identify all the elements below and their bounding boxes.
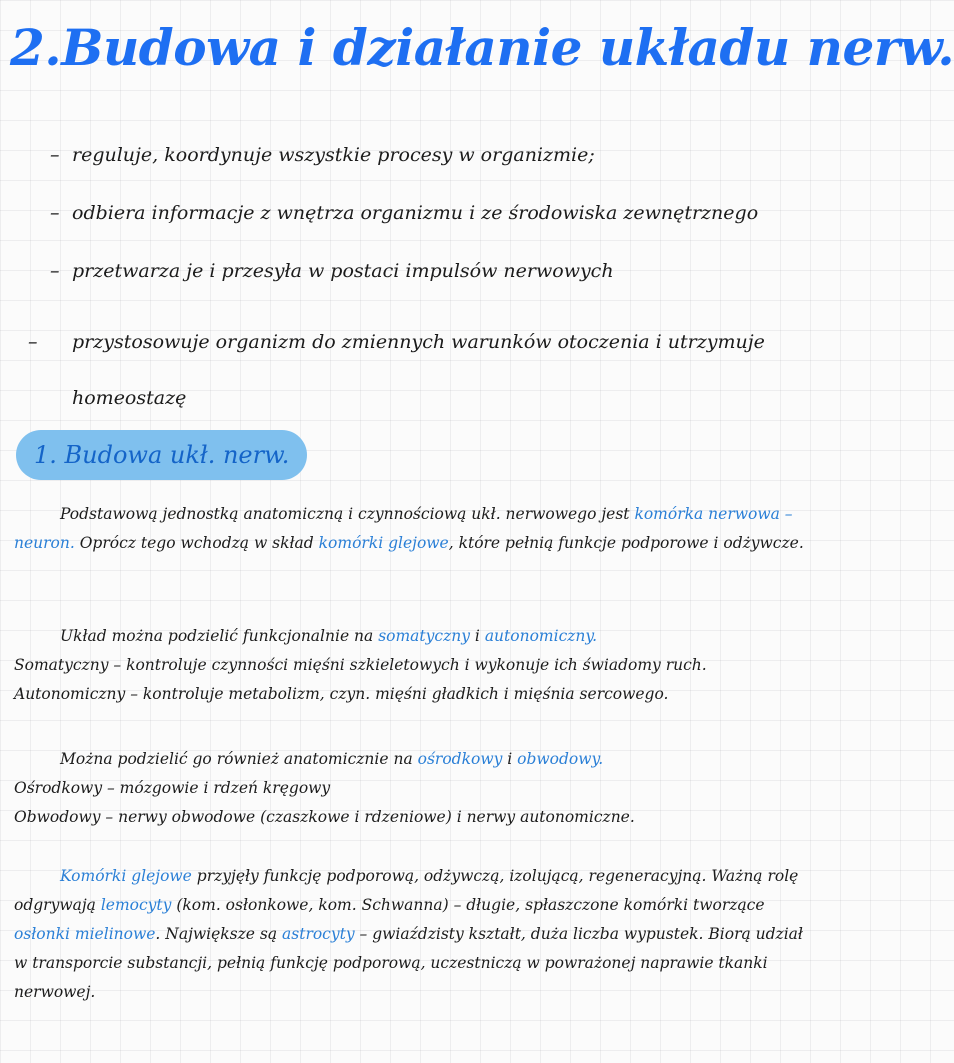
function-list (28, 140, 820, 426)
paragraph-anatomical-division: Można podzielić go również anatomicznie na ośrodkowy i obwodowy. Ośrodkowy – mózgowie i rdzeń kręgowy Obwodowy – nerwy obwodowe (czaszkowe i rdzeniowe) i nerwy autonomiczne. (14, 750, 635, 826)
list-item-text: reguluje, koordynuje wszystkie procesy w organizmie; (72, 144, 595, 166)
highlight-term: somatyczny (378, 627, 470, 645)
highlight-term: autonomiczny. (484, 627, 598, 645)
dash-icon: – (50, 202, 60, 224)
list-item (50, 198, 820, 256)
dash-icon: – (50, 144, 60, 166)
highlight-term: komórki glejowe (318, 534, 449, 552)
list-item-text: odbiera informacje z wnętrza organizmu i ze środowiska zewnętrznego (72, 202, 759, 224)
highlight-term: komórka nerwowa – neuron. (14, 505, 793, 552)
list-item-text: przystosowuje organizm do zmiennych warunków otoczenia i utrzymuje homeostazę (72, 331, 765, 409)
list-item (50, 140, 820, 198)
paragraph-neuron: Podstawową jednostką anatomiczną i czynnościową ukł. nerwowego jest komórka nerwowa – neuron. Oprócz tego wchodzą w skład komórki glejowe, które pełnią funkcje podporowe i odżywcze. (14, 505, 804, 552)
page-title: 2.Budowa i działanie układu nerw. (10, 18, 954, 77)
highlight-term: osłonki mielinowe (14, 925, 156, 943)
list-item (50, 256, 820, 314)
list-item (28, 314, 820, 426)
section-heading: 1. Budowa ukł. nerw. (16, 430, 307, 480)
highlight-term: obwodowy. (517, 750, 604, 768)
highlight-term: astrocyty (282, 925, 355, 943)
dash-icon: – (28, 331, 38, 353)
highlight-term: Komórki glejowe (60, 867, 192, 885)
highlight-term: ośrodkowy (417, 750, 503, 768)
highlight-term: lemocyty (100, 896, 172, 914)
list-item-text: przetwarza je i przesyła w postaci impulsów nerwowych (72, 260, 614, 282)
dash-icon: – (50, 260, 60, 282)
paragraph-glial-cells: Komórki glejowe przyjęły funkcję podporową, odżywczą, izolującą, regeneracyjną. Ważną rolę odgrywają lemocyty (kom. osłonkowe, kom. Schwanna) – długie, spłaszczone komórki tworzące osłonki mielinowe. Największe są astrocyty – gwiaździsty kształt, duża liczba wypustek. Biorą udział w transporcie substancji, pełnią funkcję podporową, uczestniczą w powrażonej naprawie tkanki nerwowej. (14, 867, 803, 1001)
paragraph-functional-division: Układ można podzielić funkcjonalnie na somatyczny i autonomiczny. Somatyczny – kontroluje czynności mięśni szkieletowych i wykonuje ich świadomy ruch. Autonomiczny – kontroluje metabolizm, czyn. mięśni gładkich i mięśnia sercowego. (14, 627, 707, 703)
